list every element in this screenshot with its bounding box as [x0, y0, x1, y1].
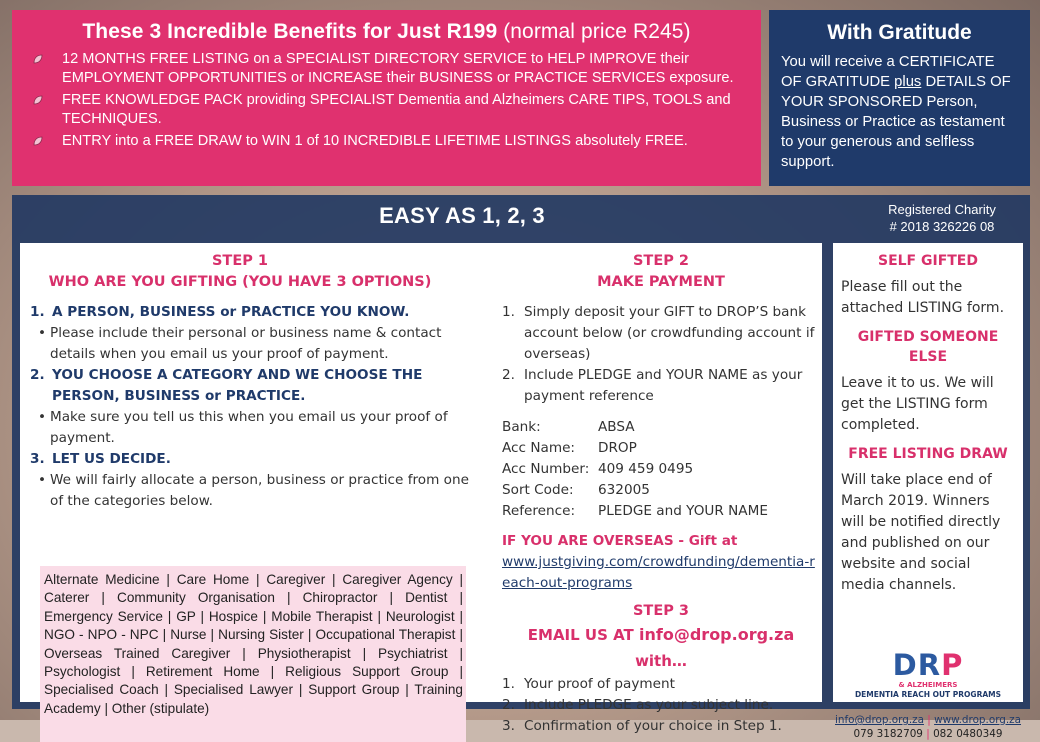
benefit-text: FREE KNOWLEDGE PACK providing SPECIALIST Dementia and Alzheimers CARE TIPS, TOOLS and TECHNIQUES.: [62, 92, 731, 127]
reference-row: [502, 501, 820, 522]
instruction-number: 1.: [502, 304, 515, 320]
option-2-desc: [30, 407, 470, 449]
self-gifted-text: Please fill out the attached LISTING form.: [841, 279, 1005, 316]
step-1-label: STEP 1: [211, 253, 268, 269]
logo-letters: DR: [892, 648, 942, 682]
step-2-heading: MAKE PAYMENT: [597, 274, 725, 290]
gifted-else-text: Leave it to us. We will get the LISTING form completed.: [841, 375, 994, 433]
step-3-items: [502, 674, 820, 737]
draw-heading: FREE LISTING DRAW: [848, 446, 1008, 462]
charity-info: [862, 201, 1022, 235]
bank-key: Bank:: [502, 419, 541, 435]
acc-name-row: [502, 438, 820, 459]
sort-code-row: [502, 480, 820, 501]
draw-text: Will take place end of March 2019. Winners will be notified directly and published on our website and social media channels.: [841, 472, 1001, 593]
email-instruction: [502, 695, 820, 716]
categories-box: Alternate Medicine | Care Home | Caregiver | Caregiver Agency | Caterer | Community Organisation | Chiropractor | Dentist | Emergency Service | GP | Hospice | Mobile Therapist | Neurologist | NGO - NPO - NPC | Nurse | Nursing Sister | Occupational Therapist | Overseas Trained Caregiver | Physiotherapist | Psychiatrist | Psychologist | Retirement Home | Religious Support Group | Specialised Coach | Specialised Lawyer | Support Group | Training Academy | Other (stipulate): [40, 566, 466, 742]
option-title-text: YOU CHOOSE A CATEGORY AND WE CHOOSE THE PERSON, BUSINESS or PRACTICE.: [52, 367, 423, 404]
bullet-icon: •: [38, 325, 47, 341]
option-2-title: [30, 365, 470, 407]
benefit-text: ENTRY into a FREE DRAW to WIN 1 of 10 INCREDIBLE LIFETIME LISTINGS absolutely FREE.: [62, 133, 688, 149]
option-3-desc: [30, 470, 470, 512]
step-2-section: [502, 251, 820, 737]
benefits-title: [30, 16, 743, 48]
bank-key: Sort Code:: [502, 482, 574, 498]
benefit-text: 12 MONTHS FREE LISTING on a SPECIALIST DIRECTORY SERVICE to HELP IMPROVE their EMPLOYMENT OPPORTUNITIES or INCREASE their BUSINESS or PRACTICE SERVICES exposure.: [62, 51, 734, 86]
gratitude-title: With Gratitude: [827, 21, 972, 44]
contact-email-link[interactable]: info@drop.org.za: [835, 714, 924, 726]
bank-value: ABSA: [598, 419, 635, 435]
leaf-bullet-icon: [32, 53, 44, 65]
overseas-info: [502, 531, 820, 594]
bank-details: [502, 417, 820, 522]
bank-value: PLEDGE and YOUR NAME: [598, 503, 768, 519]
charity-number: # 2018 326226 08: [889, 219, 995, 234]
steps-panel: [12, 195, 1030, 740]
step-3-heading-suffix: with…: [635, 652, 687, 670]
separator: |: [926, 728, 930, 740]
bank-value: 409 459 0495: [598, 461, 694, 477]
option-1-desc: [30, 323, 470, 365]
bank-value: 632005: [598, 482, 650, 498]
logo-letter-p: P: [941, 648, 964, 682]
self-gifted-heading: SELF GIFTED: [877, 253, 978, 269]
option-title-text: A PERSON, BUSINESS or PRACTICE YOU KNOW.: [52, 304, 410, 320]
email-instruction: [502, 674, 820, 695]
step-2-instructions: [502, 302, 820, 594]
instruction-number: 3.: [502, 718, 515, 734]
drop-logo: [833, 649, 1023, 700]
website-link[interactable]: www.drop.org.za: [934, 714, 1021, 726]
benefits-title-bold: These 3 Incredible Benefits for Just R199: [82, 20, 498, 43]
benefit-item: [30, 91, 743, 129]
contact-info: [833, 713, 1023, 741]
instruction-text: Simply deposit your GIFT to DROP’S bank account below (or crowdfunding account if overseas): [524, 304, 815, 362]
leaf-bullet-icon: [32, 135, 44, 147]
overseas-label: IF YOU ARE OVERSEAS: [502, 533, 674, 549]
option-number: 3.: [30, 451, 45, 467]
overseas-text: - Gift at: [673, 533, 738, 549]
step-2-header: [502, 251, 820, 293]
step-1-heading: WHO ARE YOU GIFTING (YOU HAVE 3 OPTIONS): [48, 274, 432, 290]
option-1-title: [30, 302, 470, 323]
gratitude-text: [781, 52, 1018, 172]
step-1-section: [30, 251, 470, 512]
payment-instruction: [502, 302, 820, 365]
crowdfunding-link[interactable]: www.justgiving.com/crowdfunding/dementia-reach-out-programs: [502, 554, 815, 591]
benefit-item: [30, 132, 743, 151]
instruction-number: 1.: [502, 676, 515, 692]
benefits-title-price: (normal price R245): [497, 20, 691, 43]
bank-key: Acc Number:: [502, 461, 590, 477]
steps-title: EASY AS 1, 2, 3: [379, 203, 545, 228]
step-3-heading-prefix: EMAIL US AT: [527, 626, 640, 644]
gratitude-panel: [769, 10, 1030, 186]
gratitude-text-part: You will receive a CERTIFICATE OF GRATITUDE: [781, 54, 995, 90]
step-3-label: STEP 3: [632, 603, 689, 619]
payment-instruction: [502, 365, 820, 407]
option-number: 2.: [30, 367, 45, 383]
option-desc-text: Make sure you tell us this when you email us your proof of payment.: [50, 409, 448, 446]
phone-number: 082 0480349: [933, 728, 1003, 740]
gratitude-text-part: DETAILS OF YOUR SPONSORED Person, Business or Practice as testament to your generous and selfless support.: [781, 74, 1011, 170]
option-desc-text: We will fairly allocate a person, business or practice from one of the categories below.: [50, 472, 469, 509]
gifting-options-card: [833, 243, 1023, 740]
phone-number: 079 3182709: [853, 728, 923, 740]
benefit-item: [30, 50, 743, 88]
step-3-heading: [502, 622, 820, 674]
logo-subtitle-dementia: DEMENTIA: [854, 690, 899, 699]
bullet-icon: •: [38, 409, 47, 425]
bank-row: [502, 417, 820, 438]
steps-card: [20, 243, 822, 734]
benefits-panel: [12, 10, 761, 186]
step-2-label: STEP 2: [632, 253, 689, 269]
bank-key: Reference:: [502, 503, 576, 519]
step-3-header: [502, 601, 820, 674]
instruction-text: Confirmation of your choice in Step 1.: [524, 718, 782, 734]
separator: |: [927, 714, 931, 726]
instruction-text: Include PLEDGE and YOUR NAME as your payment reference: [524, 367, 803, 404]
benefits-list: [30, 50, 743, 151]
option-title-text: LET US DECIDE.: [52, 451, 171, 467]
instruction-text: Your proof of payment: [524, 676, 675, 692]
option-number: 1.: [30, 304, 45, 320]
option-3-title: [30, 449, 470, 470]
instruction-number: 2.: [502, 697, 515, 713]
bank-value: DROP: [598, 440, 637, 456]
instruction-number: 2.: [502, 367, 515, 383]
gratitude-text-underlined: plus: [894, 74, 922, 90]
charity-label: Registered Charity: [888, 202, 996, 217]
logo-subtitle-programs: REACH OUT PROGRAMS: [901, 690, 1002, 699]
bullet-icon: •: [38, 472, 47, 488]
option-desc-text: Please include their personal or business name & contact details when you email us your proof of payment.: [50, 325, 442, 362]
leaf-bullet-icon: [32, 94, 44, 106]
gifted-else-heading: GIFTED SOMEONE ELSE: [857, 329, 999, 365]
step-1-header: [30, 251, 450, 293]
instruction-text: Include PLEDGE as your subject line.: [524, 697, 774, 713]
email-instruction: [502, 716, 820, 737]
bank-key: Acc Name:: [502, 440, 576, 456]
step-1-options: [30, 302, 470, 512]
gifting-options: [833, 243, 1023, 596]
acc-number-row: [502, 459, 820, 480]
email-link[interactable]: info@drop.org.za: [639, 625, 795, 644]
logo-subtitle-alz: & ALZHEIMERS: [898, 681, 958, 689]
